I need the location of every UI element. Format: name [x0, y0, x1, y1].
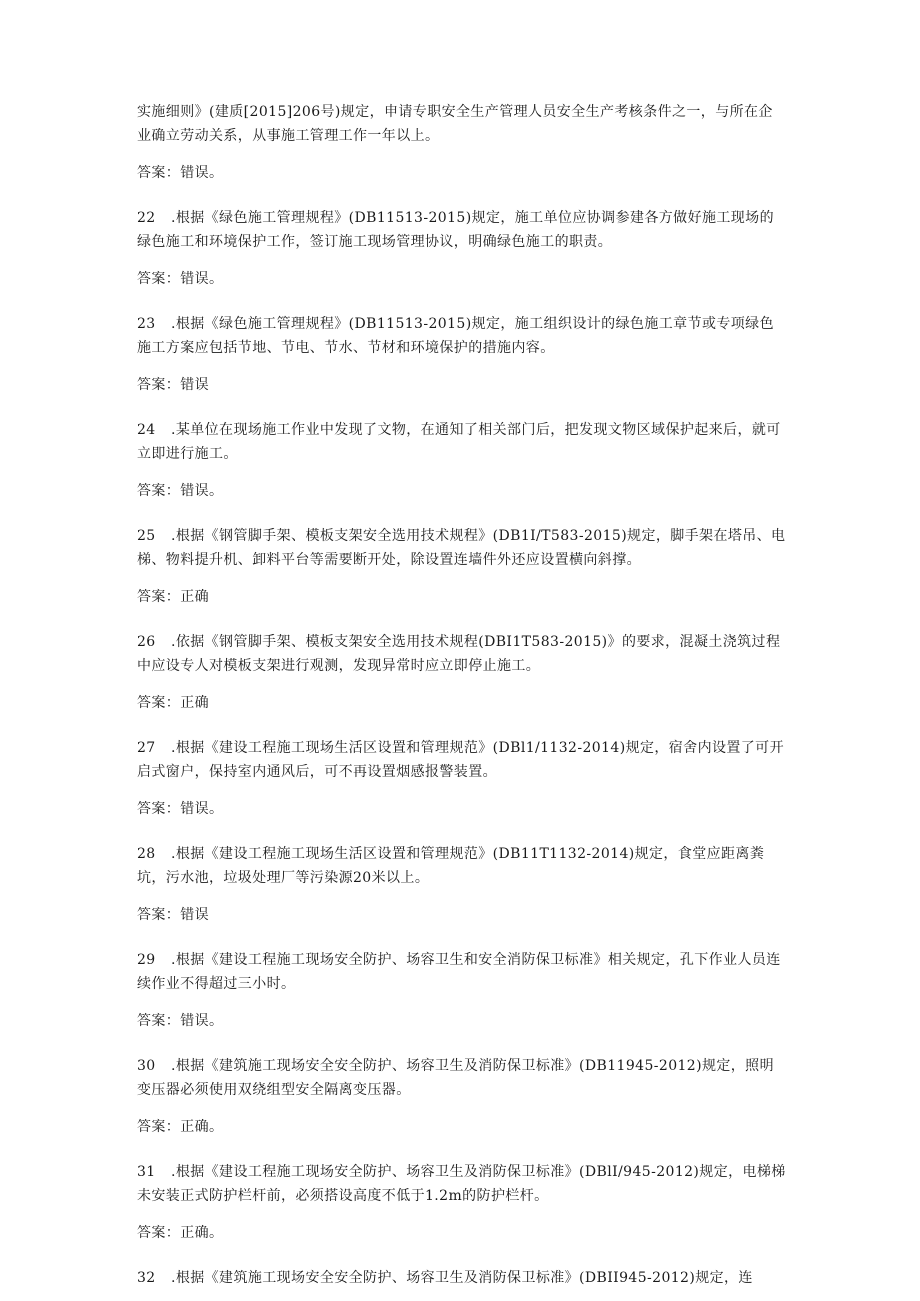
question-text — [137, 418, 787, 466]
question-number: 25 — [137, 528, 156, 544]
question-32 — [137, 1266, 787, 1290]
question-text — [137, 842, 787, 890]
question-number: 32 — [137, 1270, 156, 1286]
question-body: .根据《建筑施工现场安全安全防护、场容卫生及消防保卫标准》(DBII945-2012)规定，连 — [171, 1270, 753, 1286]
question-text — [137, 736, 787, 784]
question-23 — [137, 312, 787, 397]
question-body: .根据《建筑施工现场安全安全防护、场容卫生及消防保卫标准》(DB11945-2012)规定，照明变压器必须使用双绕组型安全隔离变压器。 — [137, 1058, 774, 1098]
answer-text: 答案：正确。 — [137, 1225, 224, 1241]
question-number: 24 — [137, 422, 156, 438]
question-number: 23 — [137, 316, 156, 332]
answer-text: 答案：正确 — [137, 589, 209, 605]
question-body: .根据《钢管脚手架、模板支架安全选用技术规程》(DB1I/T583-2015)规定，脚手架在塔吊、电梯、物料提升机、卸料平台等需要断开处，除设置连墙件外还应设置横向斜撑。 — [137, 528, 786, 568]
answer-text: 答案：错误 — [137, 377, 209, 393]
question-text — [137, 1160, 787, 1208]
answer-text: 答案：错误。 — [137, 165, 224, 181]
question-22 — [137, 206, 787, 291]
answer-text: 答案：正确。 — [137, 1119, 224, 1135]
answer-text: 答案：正确 — [137, 695, 209, 711]
question-body: .根据《建设工程施工现场安全防护、场容卫生和安全消防保卫标准》相关规定，孔下作业人员连续作业不得超过三小时。 — [137, 952, 781, 992]
question-number: 27 — [137, 740, 156, 756]
question-text — [137, 948, 787, 996]
question-body: .依据《钢管脚手架、模板支架安全选用技术规程(DBI1T583-2015)》的要求，混凝土浇筑过程中应设专人对模板支架进行观测，发现异常时应立即停止施工。 — [137, 634, 781, 674]
question-text — [137, 630, 787, 678]
question-24 — [137, 418, 787, 503]
question-text — [137, 524, 787, 572]
answer-text: 答案：错误。 — [137, 801, 224, 817]
question-29 — [137, 948, 787, 1033]
question-text — [137, 206, 787, 254]
question-body: .根据《绿色施工管理规程》(DB11513-2015)规定，施工单位应协调参建各方做好施工现场的绿色施工和环境保护工作，签订施工现场管理协议，明确绿色施工的职责。 — [137, 210, 774, 250]
question-number: 30 — [137, 1058, 156, 1074]
question-31 — [137, 1160, 787, 1245]
question-text — [137, 312, 787, 360]
question-body: .根据《建设工程施工现场生活区设置和管理规范》(DB11T1132-2014)规定，食堂应距离粪坑，污水池，垃圾处理厂等污染源20米以上。 — [137, 846, 765, 886]
question-body: .根据《建设工程施工现场安全防护、场容卫生及消防保卫标准》(DBlI/945-2012)规定，电梯梯未安装正式防护栏杆前，必须搭设高度不低于1.2m的防护栏杆。 — [137, 1164, 786, 1204]
question-26 — [137, 630, 787, 715]
question-27 — [137, 736, 787, 821]
question-25 — [137, 524, 787, 609]
answer-text: 答案：错误。 — [137, 271, 224, 287]
question-number: 22 — [137, 210, 156, 226]
document-page — [137, 100, 787, 1290]
question-body: .根据《绿色施工管理规程》(DB11513-2015)规定，施工组织设计的绿色施工章节或专项绿色施工方案应包括节地、节电、节水、节材和环境保护的措施内容。 — [137, 316, 774, 356]
question-body: .根据《建设工程施工现场生活区设置和管理规范》(DBl1/1132-2014)规定，宿舍内设置了可开启式窗户，保持室内通风后，可不再设置烟感报警装置。 — [137, 740, 784, 780]
question-30 — [137, 1054, 787, 1139]
question-number: 31 — [137, 1164, 156, 1180]
question-text — [137, 1266, 787, 1290]
question-body: .某单位在现场施工作业中发现了文物，在通知了相关部门后，把发现文物区域保护起来后，就可立即进行施工。 — [137, 422, 781, 462]
question-number: 29 — [137, 952, 156, 968]
question-28 — [137, 842, 787, 927]
answer-text: 答案：错误 — [137, 907, 209, 923]
fragment-block — [137, 100, 787, 185]
question-text: 实施细则》(建质[2015]206号)规定，申请专职安全生产管理人员安全生产考核条件之一，与所在企业确立劳动关系，从事施工管理工作一年以上。 — [137, 104, 773, 144]
answer-text: 答案：错误。 — [137, 1013, 224, 1029]
question-text — [137, 1054, 787, 1102]
question-number: 26 — [137, 634, 156, 650]
answer-text: 答案：错误。 — [137, 483, 224, 499]
question-number: 28 — [137, 846, 156, 862]
